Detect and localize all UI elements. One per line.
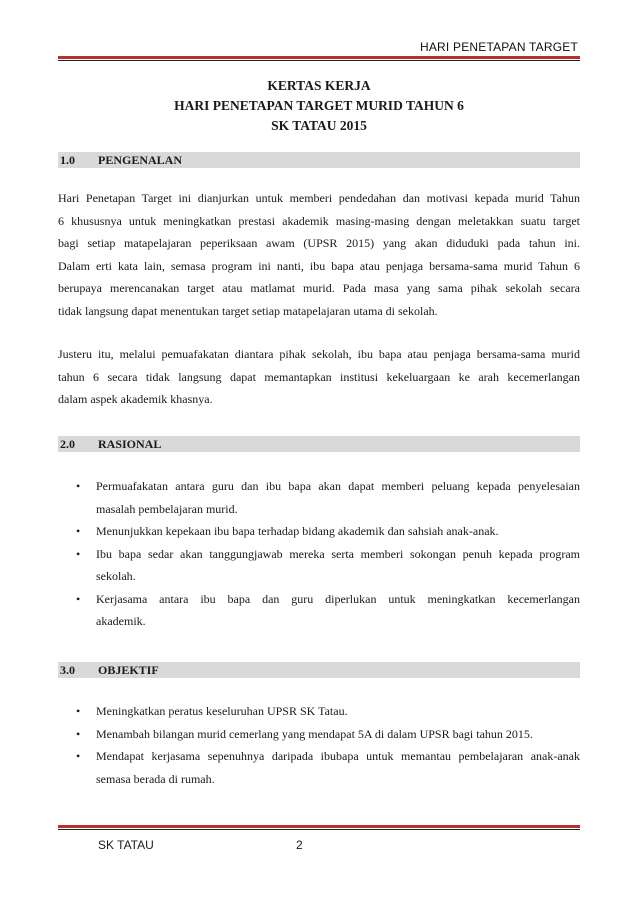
text-line: Menambah bilangan murid cemerlang yang mendapat 5A di dalam UPSR bagi tahun 2015. <box>96 726 533 741</box>
bullet-icon: • <box>76 479 81 493</box>
text-line: sekolah. <box>96 569 136 583</box>
objektif-list <box>58 700 580 790</box>
bullet-icon: • <box>76 704 81 718</box>
section-number: 1.0 <box>60 153 75 167</box>
section-title: RASIONAL <box>98 437 162 451</box>
text-line: Hari Penetapan Target ini dianjurkan untuk memberi pendedahan dan motivasi kepada murid Tahun <box>58 191 580 205</box>
text-line: Dalam erti kata lain, semasa program ini nanti, ibu bapa atau penjaga bersama-sama murid Tahun 6 <box>58 258 580 273</box>
text-line: semasa berada di rumah. <box>96 771 215 786</box>
text-line: Ibu bapa sedar akan tanggungjawab mereka serta memberi sokongan penuh kepada program <box>96 546 580 561</box>
bullet-icon: • <box>76 591 81 606</box>
list-item <box>58 520 580 543</box>
text-line: masalah pembelajaran murid. <box>96 501 238 516</box>
bullet-icon: • <box>76 749 81 763</box>
header-rule-dark <box>58 60 580 61</box>
bullet-icon: • <box>76 726 81 741</box>
text-line: bagi setiap matapelajaran peperiksaan awam (UPSR 2015) yang akan diduduki pada tahun ini. <box>58 236 580 250</box>
text-line: tahun 6 secara tidak langsung dapat memantapkan institusi kekeluargaan ke arah kecemerlangan <box>58 369 580 384</box>
title-line-1: KERTAS KERJA <box>267 78 371 93</box>
list-item <box>58 723 580 746</box>
title-line-3: SK TATAU 2015 <box>271 118 367 133</box>
paragraph-intro <box>58 187 580 322</box>
text-line: Kerjasama antara ibu bapa dan guru diperlukan untuk meningkatkan kecemerlangan <box>96 591 580 606</box>
text-line: akademik. <box>96 614 146 628</box>
section-title: PENGENALAN <box>98 153 183 167</box>
text-line: Justeru itu, melalui pemuafakatan diantara pihak sekolah, ibu bapa atau penjaga bersama-sama murid <box>58 347 580 361</box>
text-line: Menunjukkan kepekaan ibu bapa terhadap bidang akademik dan sahsiah anak-anak. <box>96 524 499 538</box>
section-heading-pengenalan <box>58 152 580 168</box>
list-item <box>58 700 580 723</box>
text-line: Mendapat kerjasama sepenuhnya daripada ibubapa untuk memantau pembelajaran anak-anak <box>96 749 580 763</box>
page-number: 2 <box>296 838 303 852</box>
section-number: 2.0 <box>60 437 75 451</box>
running-header: HARI PENETAPAN TARGET <box>419 40 578 54</box>
section-heading-objektif <box>58 662 580 678</box>
title-line-2: HARI PENETAPAN TARGET MURID TAHUN 6 <box>174 98 464 113</box>
bullet-icon: • <box>76 546 81 561</box>
footer-school: SK TATAU <box>98 838 154 852</box>
text-line: tidak langsung dapat menentukan target setiap matapelajaran utama di sekolah. <box>58 303 438 318</box>
footer-rule-red <box>58 825 580 828</box>
header-rule-red <box>58 56 580 59</box>
text-line: dalam aspek akademik khasnya. <box>58 392 213 406</box>
text-line: Permuafakatan antara guru dan ibu bapa akan dapat memberi peluang kepada penyelesaian <box>96 479 580 493</box>
list-item <box>58 588 580 633</box>
footer-rule-dark <box>58 829 580 830</box>
bullet-icon: • <box>76 524 81 538</box>
list-item <box>58 543 580 588</box>
section-number: 3.0 <box>60 663 75 677</box>
document-title <box>58 76 580 136</box>
list-item <box>58 475 580 520</box>
rasional-list <box>58 475 580 633</box>
paragraph-justeru <box>58 343 580 411</box>
text-line: 6 khususnya untuk meningkatkan prestasi akademik masing-masing dengan meletakkan suatu target <box>58 213 580 228</box>
section-heading-rasional <box>58 436 580 452</box>
list-item <box>58 745 580 790</box>
text-line: berupaya merencanakan target atau matlamat murid. Pada masa yang sama pihak sekolah secara <box>58 281 580 295</box>
section-title: OBJEKTIF <box>98 663 159 677</box>
text-line: Meningkatkan peratus keseluruhan UPSR SK Tatau. <box>96 704 348 718</box>
